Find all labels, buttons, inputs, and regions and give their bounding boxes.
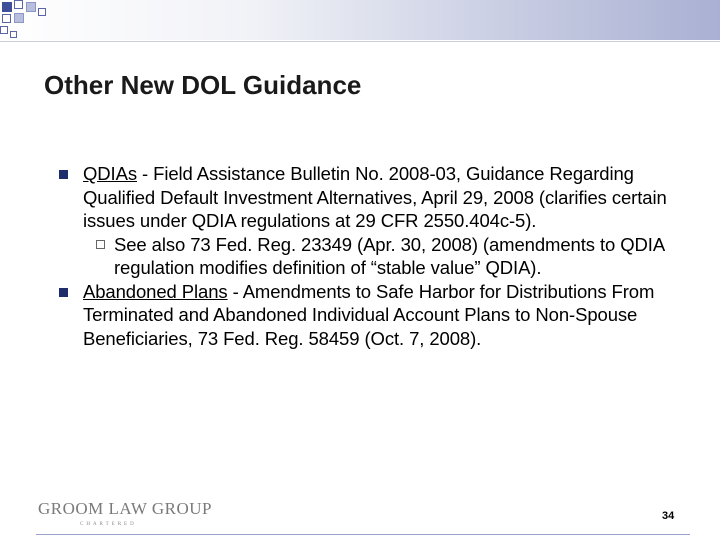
page-number: 34: [662, 510, 675, 522]
corner-square: [2, 14, 11, 23]
firm-logo: GROOM LAW GROUP: [38, 499, 212, 518]
bullet-item-abandoned-plans: [56, 280, 696, 351]
corner-square: [0, 26, 8, 34]
slide-content: [56, 162, 696, 350]
abandoned-plans-link[interactable]: Abandoned Plans: [83, 280, 228, 302]
corner-square: [26, 2, 36, 12]
footer-divider: [36, 534, 690, 535]
corner-square: [14, 0, 23, 9]
sub-bullet-text: See also 73 Fed. Reg. 23349 (Apr. 30, 2008) (amendments to QDIA regulation modifies definition of “stable value” QDIA).: [114, 233, 665, 278]
firm-logo-subtext: CHARTERED: [80, 522, 137, 527]
corner-square: [10, 31, 17, 38]
bullet-text: - Amendments to Safe Harbor for Distributions From Terminated and Abandoned Individual Account Plans to Non-Spouse Beneficiaries, 73 Fed. Reg. 58459 (Oct. 7, 2008).: [83, 280, 655, 349]
qdias-link[interactable]: QDIAs: [83, 163, 137, 184]
title-divider: [0, 41, 720, 42]
corner-square: [14, 13, 24, 23]
square-bullet-icon: [59, 170, 68, 179]
slide-title: Other New DOL Guidance: [44, 70, 362, 100]
corner-square: [38, 8, 46, 16]
sub-bullet-item: [56, 233, 696, 280]
bullet-text: - Field Assistance Bulletin No. 2008-03, Guidance Regarding Qualified Default Investment Alternatives, April 29, 2008 (clarifies certain issues under QDIA regulations at 29 CFR 2550.404c-5).: [83, 163, 667, 231]
corner-square: [2, 2, 12, 12]
hollow-square-bullet-icon: [96, 240, 105, 249]
square-bullet-icon: [59, 288, 68, 297]
header-band: [0, 0, 720, 40]
bullet-item-qdias: [56, 162, 696, 233]
